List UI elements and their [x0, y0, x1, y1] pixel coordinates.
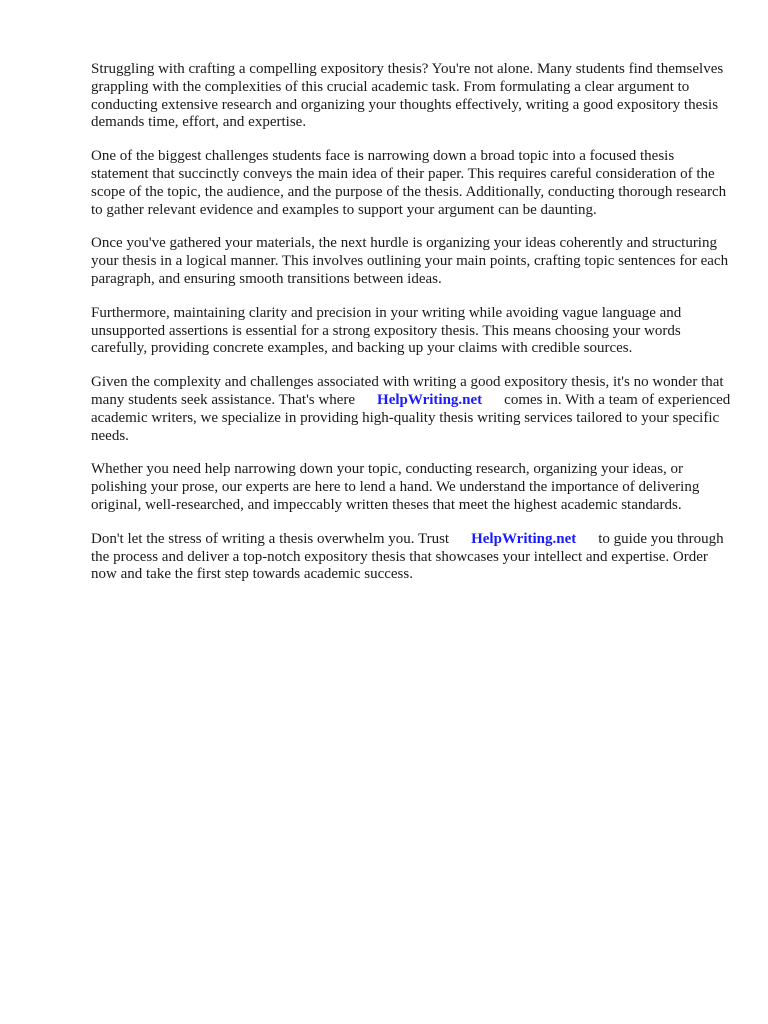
paragraph-cta-text-before: Don't let the stress of writing a thesis overwhelm you. Trust — [91, 530, 450, 547]
paragraph-cta-text-after: to guide you through the process and deliver a top-notch expository thesis that showcases your intellect and expertise. Order now and take the first step towards academic success. — [91, 530, 724, 583]
paragraph-call-to-action — [91, 531, 731, 584]
paragraph-assistance-text-before: Given the complexity and challenges associated with writing a good expository thesis, it's no wonder that many students seek assistance. That's where — [91, 374, 724, 408]
paragraph-experts: Whether you need help narrowing down your topic, conducting research, organizing your ideas, or polishing your prose, our experts are here to lend a hand. We understand the importance of delivering original, well-researched, and impeccably written theses that meet the highest academic standards. — [91, 461, 700, 513]
document-page — [91, 61, 731, 600]
paragraph-challenges: One of the biggest challenges students face is narrowing down a broad topic into a focused thesis statement that succinctly conveys the main idea of their paper. This requires careful consideration of the scope of the topic, the audience, and the purpose of the thesis. Additionally, conducting thorough research to gather relevant evidence and examples to support your argument can be daunting. — [91, 148, 727, 218]
helpwriting-link[interactable]: HelpWriting.net — [377, 391, 483, 408]
paragraph-organizing: Once you've gathered your materials, the next hurdle is organizing your ideas coherently and structuring your thesis in a logical manner. This involves outlining your main points, crafting topic sentences for each paragraph, and ensuring smooth transitions between ideas. — [91, 235, 729, 287]
paragraph-intro: Struggling with crafting a compelling expository thesis? You're not alone. Many students find themselves grappling with the complexities of this crucial academic task. From formulating a clear argument to conducting extensive research and organizing your thoughts effectively, writing a good expository thesis demands time, effort, and expertise. — [91, 61, 724, 131]
paragraph-assistance-text-after: comes in. With a team of experienced academic writers, we specialize in providing high-quality thesis writing services tailored to your specific needs. — [91, 391, 731, 444]
helpwriting-link-cta[interactable]: HelpWriting.net — [471, 530, 577, 547]
paragraph-assistance — [91, 374, 731, 445]
paragraph-clarity: Furthermore, maintaining clarity and precision in your writing while avoiding vague language and unsupported assertions is essential for a strong expository thesis. This means choosing your words carefully, providing concrete examples, and backing up your claims with credible sources. — [91, 304, 682, 357]
